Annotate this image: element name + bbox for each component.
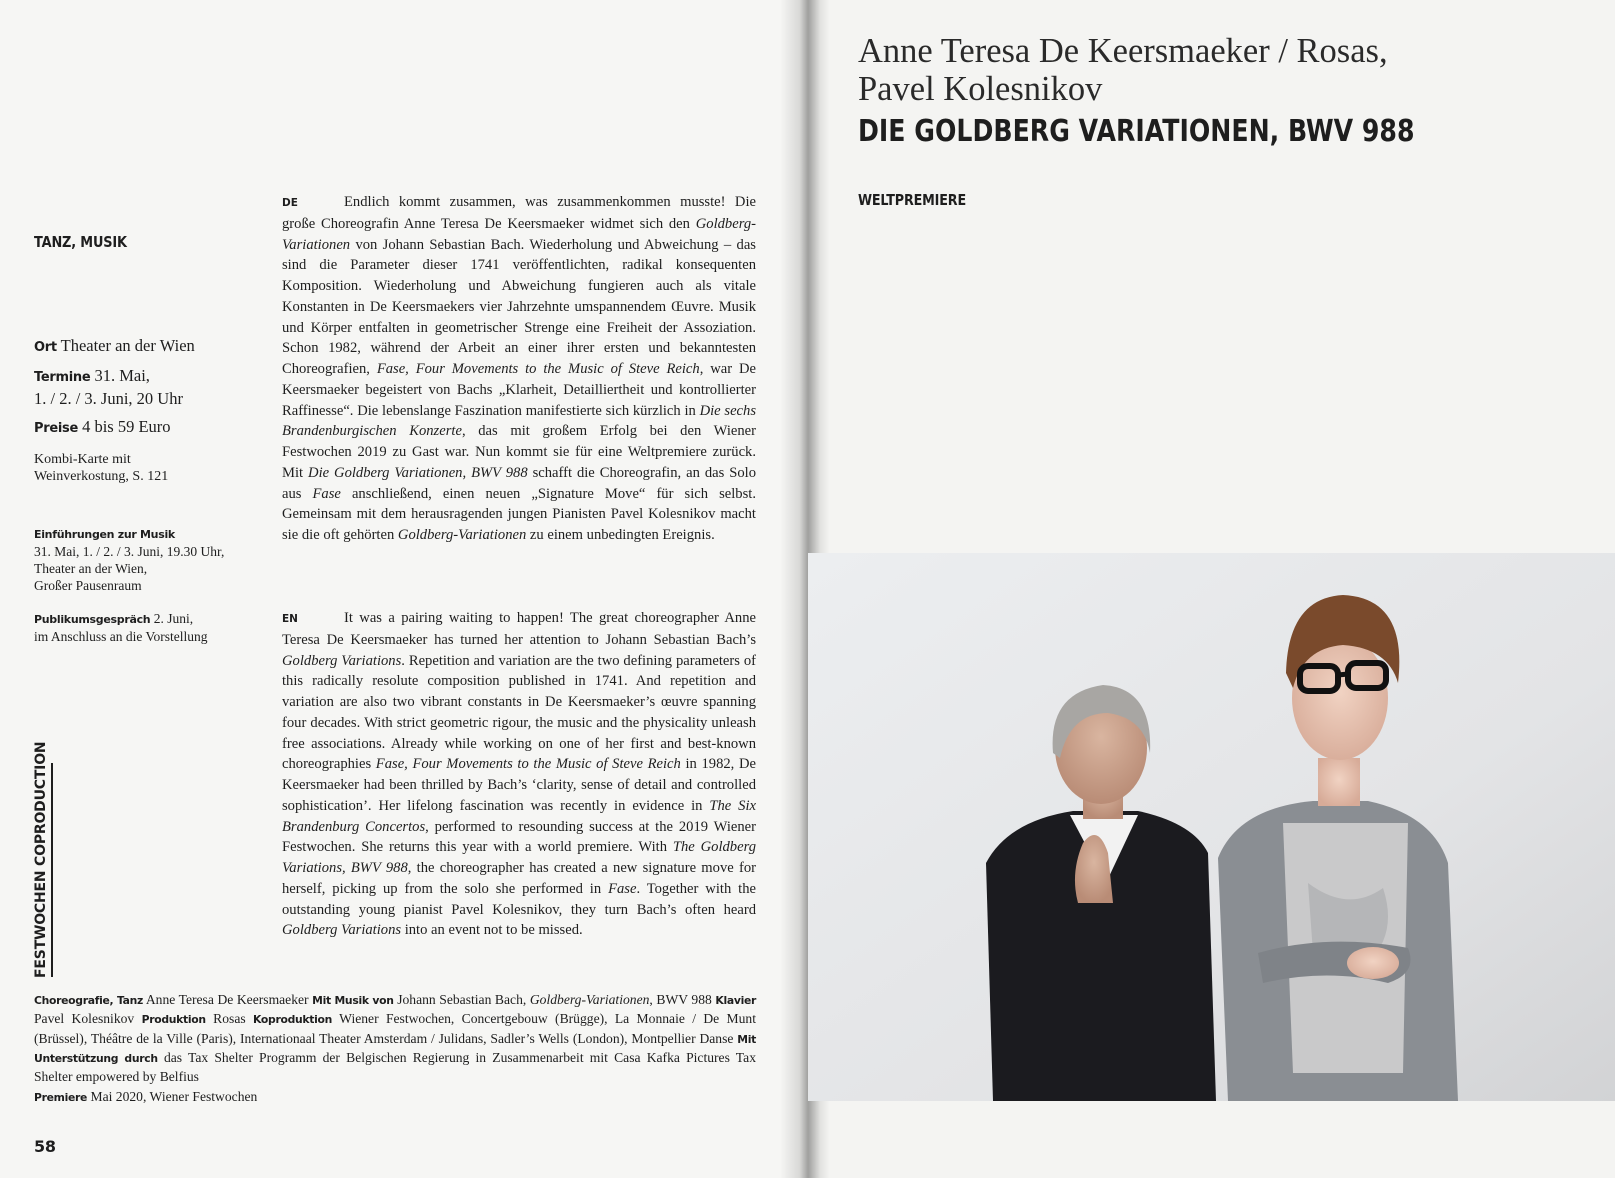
venue-value: Theater an der Wien bbox=[60, 336, 195, 355]
credit-value-piano: Pavel Kolesnikov bbox=[34, 1011, 135, 1027]
premiere-info bbox=[34, 1088, 257, 1107]
combo-ticket-note bbox=[34, 451, 168, 485]
dates-value-line2: 1. / 2. / 3. Juni, 20 Uhr bbox=[34, 389, 183, 408]
de-italic-1: Goldberg-Variationen bbox=[282, 215, 756, 253]
credit-label-choreography: Choreografie, Tanz bbox=[34, 994, 144, 1007]
credit-label-production: Produktion bbox=[141, 1013, 206, 1027]
artist-line1: Anne Teresa De Keersmaeker / Rosas, bbox=[858, 32, 1388, 70]
category-label: TANZ, MUSIK bbox=[34, 233, 127, 251]
dates-label: Termine bbox=[34, 370, 91, 385]
credit-value-choreography: Anne Teresa De Keersmaeker bbox=[145, 992, 309, 1007]
en-text-3: in 1982, De Keersmaeker had been thrilled by Bach’s ‘clarity, sense of detail and controlled sophistication’. Her lifelong fascination was recently in evidence in bbox=[282, 756, 756, 814]
de-text-3: , war De Keersmaeker begeistert von Bachs „Klarheit, Detailliertheit und kontrollierter Raffinesse“. Die lebenslange Faszination manifestierte sich kürzlich in bbox=[282, 361, 756, 419]
lang-tag-en: EN bbox=[282, 613, 298, 625]
credit-value-music-bwv: , BWV 988 bbox=[649, 992, 712, 1007]
talk-line2: im Anschluss an die Vorstellung bbox=[34, 629, 208, 644]
credit-label-music: Mit Musik von bbox=[312, 994, 394, 1007]
talk-value: 2. Juni, bbox=[153, 611, 194, 626]
de-text-2: von Johann Sebastian Bach. Wiederholung und Abweichung – das sind die Parameter dieser 1741 veröffentlichten, radikal konsequenten Komposition. Wiederholung und Abweichung fungieren auch als vitale Konstanten in De Keersmaekers vier Jahrzehnte umspannendem Œuvre. Musik und Körper entfalten in geometrischer Strenge eine Freiheit der Assoziation. Schon 1982, während der Arbeit an einer ihrer ersten und bekanntesten Choreografien, bbox=[282, 236, 756, 377]
prices-label: Preise bbox=[34, 421, 78, 436]
prices-info bbox=[34, 416, 171, 439]
en-italic-5: Fase bbox=[608, 880, 637, 897]
english-text bbox=[282, 608, 756, 941]
dates-value-line1: 31. Mai, bbox=[94, 366, 150, 385]
credit-value-production: Rosas bbox=[213, 1011, 246, 1027]
credit-label-piano: Klavier bbox=[715, 994, 757, 1007]
en-text-1: It was a pairing waiting to happen! The great choreographer Anne Teresa De Keersmaeker has turned her attention to Johann Sebastian Bach’s bbox=[282, 610, 756, 648]
artist-name bbox=[858, 32, 1388, 108]
de-italic-2: Fase, Four Movements to the Music of Steve Reich bbox=[376, 361, 700, 377]
de-italic-6: Goldberg-Variationen bbox=[397, 527, 527, 543]
de-italic-3: Die sechs Brandenburgischen Konzerte bbox=[282, 402, 756, 440]
de-text-1: Endlich kommt zusammen, was zusammenkommen musste! Die große Choreografin Anne Teresa De Keersmaeker widmet sich den bbox=[282, 194, 756, 232]
portrait-photo bbox=[808, 553, 1615, 1101]
intro-info bbox=[34, 525, 224, 594]
en-italic-6: Goldberg Variations bbox=[282, 922, 402, 939]
en-italic-3: The Six Brandenburg Concertos bbox=[282, 797, 756, 835]
en-text-2: . Repetition and variation are the two defining parameters of this radically resolute composition published in 1741. And repetition and variation are also two vibrant constants in De Keersmaeker’s œuvre spanning four decades. With strict geometric rigour, the music and the physicality unleash free associations. Already while working on one of her first and best-known choreographies bbox=[282, 652, 756, 773]
gutter-shadow-left bbox=[780, 0, 808, 1178]
artist-line2: Pavel Kolesnikov bbox=[858, 70, 1103, 108]
credit-value-music: Johann Sebastian Bach, bbox=[397, 992, 530, 1007]
de-text-5: schafft die Choreografin, an das Solo aus bbox=[282, 464, 756, 502]
de-text-7: zu einem unbedingten Ereignis. bbox=[526, 527, 715, 543]
intro-line3: Großer Pausenraum bbox=[34, 578, 142, 593]
venue-info bbox=[34, 335, 195, 358]
credit-value-coproduction: Wiener Festwochen, Concertgebouw (Brügge), La Monnaie / De Munt (Brüssel), Théâtre de la Ville (Paris), Internationaal Theater Amsterdam / Julidans, Sadler’s Wells (London), Montpellier Danse bbox=[34, 1011, 757, 1046]
credit-label-support: Mit Unterstützung durch bbox=[34, 1032, 756, 1065]
talk-info bbox=[34, 610, 208, 645]
de-italic-4: Die Goldberg Variationen, BWV 988 bbox=[308, 464, 528, 481]
coproduction-label: FESTWOCHEN COPRODUCTION bbox=[33, 741, 49, 978]
de-text-4: , das mit großem Erfolg bei den Wiener Festwochen 2019 zu Gast war. Nun kommt sie für eine Weltpremiere zurück. Mit bbox=[282, 423, 756, 481]
en-italic-2: Fase, Four Movements to the Music of Steve Reich bbox=[375, 756, 681, 773]
de-italic-5: Fase bbox=[312, 485, 341, 502]
prices-value: 4 bis 59 Euro bbox=[82, 417, 171, 436]
en-text-5: , the choreographer has created a new signature move for herself, picking up from the solo she performed in bbox=[282, 860, 756, 897]
en-text-7: into an event not to be missed. bbox=[401, 922, 583, 939]
credit-label-coproduction: Koproduktion bbox=[253, 1013, 333, 1027]
de-text-6: anschließend, einen neuen „Signature Move“ für sich selbst. Gemeinsam mit dem herausragenden jungen Pianisten Pavel Kolesnikov macht sie die oft gehörten bbox=[282, 485, 756, 543]
credits-block bbox=[34, 991, 756, 1086]
combo-ticket-line2: Weinverkostung, S. 121 bbox=[34, 469, 169, 484]
intro-line1: 31. Mai, 1. / 2. / 3. Juni, 19.30 Uhr, bbox=[34, 544, 225, 559]
en-text-4: , performed to resounding success at the 2019 Wiener Festwochen. She returns this year with a world premiere. With bbox=[282, 818, 756, 856]
vertical-rule bbox=[51, 763, 53, 977]
lang-tag-de: DE bbox=[282, 197, 298, 209]
en-italic-1: Goldberg Variations bbox=[282, 652, 402, 669]
combo-ticket-line1: Kombi-Karte mit bbox=[34, 452, 131, 467]
dates-info bbox=[34, 365, 183, 409]
en-italic-4: The Goldberg Variations, BWV 988 bbox=[282, 839, 757, 876]
intro-line2: Theater an der Wien, bbox=[34, 561, 148, 576]
en-text-6: . Together with the outstanding young pianist Pavel Kolesnikov, they turn Bach’s often heard bbox=[282, 880, 756, 918]
credit-value-support: das Tax Shelter Programm der Belgischen Regierung in Zusammenarbeit mit Casa Kafka Pictures Tax Shelter empowered by Belfius bbox=[34, 1049, 756, 1085]
credit-value-music-italic: Goldberg-Variationen bbox=[529, 992, 650, 1007]
show-title: DIE GOLDBERG VARIATIONEN, BWV 988 bbox=[858, 114, 1415, 149]
talk-label: Publikumsgespräch bbox=[34, 613, 151, 626]
page-number: 58 bbox=[34, 1137, 56, 1156]
world-premiere-tag: WELTPREMIERE bbox=[858, 191, 966, 209]
premiere-label: Premiere bbox=[34, 1091, 88, 1104]
premiere-value: Mai 2020, Wiener Festwochen bbox=[90, 1089, 258, 1104]
venue-label: Ort bbox=[34, 340, 57, 355]
german-text bbox=[282, 192, 756, 546]
intro-label: Einführungen zur Musik bbox=[34, 528, 175, 541]
